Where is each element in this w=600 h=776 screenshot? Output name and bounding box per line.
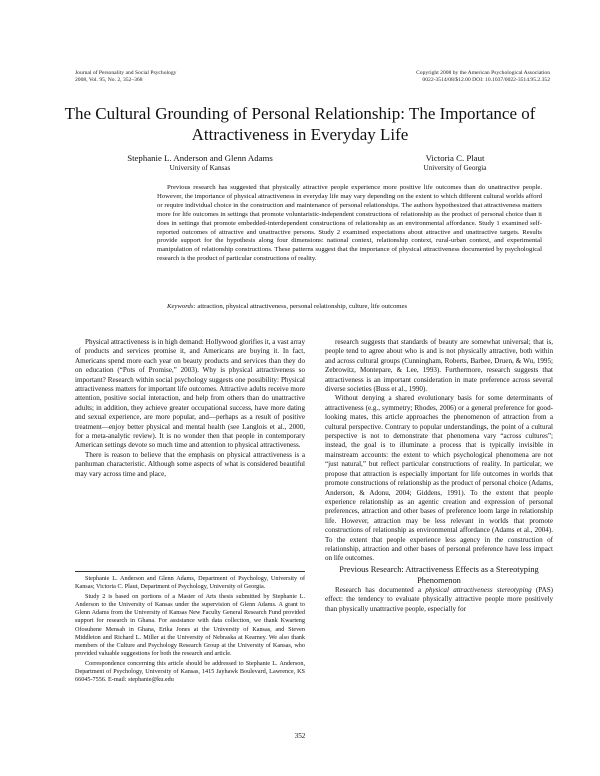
author-affiliation-right: University of Georgia: [423, 164, 487, 172]
author-block-right: [385, 153, 525, 173]
author-block-left: [100, 153, 300, 173]
body-paragraph: [325, 586, 553, 614]
author-names-right: Victoria C. Plaut: [425, 153, 485, 163]
italic-term: physical attractiveness stereotyping: [425, 585, 532, 594]
doi-line: 0022-3514/08/$12.00 DOI: 10.1037/0022-3514.95.2.352: [422, 77, 550, 83]
body-paragraph: There is reason to believe that the emphasis on physical attractiveness is a panhuman characteristic. Although some aspects of what is considered beautiful may vary across time and place,: [75, 450, 305, 478]
abstract: Previous research has suggested that physically attractive people experience more positive life outcomes than do unattractive people. However, the importance of physical attractiveness in everyday life may vary depending on the extent to which different cultural worlds afford or require individual choice in the construction and maintenance of personal relationships. The authors hypothesized that attractiveness matters more for life outcomes in settings that promote voluntaristic-independent constructions of relationship as the product of personal choice than it does in settings that promote embedded-interdependent constructions of relationship as an environmental affordance. Study 1 examined self-reported outcomes of attractive and unattractive persons. Study 2 examined expectations about attractive and unattractive targets. Results provide support for the hypothesis along four dimensions: national context, relationship context, rural-urban context, and experimental manipulation of relationship constructions. These patterns suggest that the importance of physical attractiveness documented by psychological research is the product of particular constructions of reality.: [157, 184, 542, 263]
keywords: [157, 303, 542, 312]
author-note: Study 2 is based on portions of a Master of Arts thesis submitted by Stephanie L. Anderson to the University of Kansas under the supervision of Glenn Adams. A grant to Glenn Adams from the University of Kansas New Faculty General Research Fund provided support for research in Ghana. For assistance with data collection, we thank Kwarteng Ofosuhene Mensah in Ghana, Erika Jones at the University of Kansas, and Steven Middleton and Richard L. Miller at the University of Nebraska at Kearney. We also thank members of the Culture and Psychology Research Group at the University of Kansas, who provided valuable suggestions for both the research and article.: [75, 593, 305, 657]
body-paragraph: research suggests that standards of beauty are somewhat universal; that is, people tend to agree about who is and is not physically attractive, both within and across cultural groups (Cunningham, Roberts, Barbee, Druen, & Wu, 1995; Zebrowitz, Montepare, & Lee, 1993). Furthermore, research suggests that attractiveness is an important consideration in mate preference across several diverse societies (Buss et al., 1990).: [325, 338, 553, 394]
copyright-line: Copyright 2008 by the American Psychological Association: [416, 70, 550, 76]
body-paragraph: Physical attractiveness is in high demand: Hollywood glorifies it, a vast array of products and services promise it, and Americans are buying it. In fact, Americans spend more each year on beauty products and services than they do on education (“Pots of Promise,” 2003). Why is physical attractiveness so important? Research within social psychology suggests one possibility: Physical attractiveness matters for important life outcomes. Attractive adults receive more attention, positive social interaction, and help from others than do unattractive adults; in addition, they achieve greater occupational success, have more dating and sexual experience, are more popular, and—perhaps as a result of positive treatment—enjoy better physical and mental health (see Langlois et al., 2000, for a meta-analytic review). It is no wonder then that people in contemporary American settings devote so much time and attention to physical attractiveness.: [75, 338, 305, 450]
copyright-header: [270, 70, 550, 84]
author-names-left: Stephanie L. Anderson and Glenn Adams: [127, 153, 273, 163]
paragraph-start: Research has documented a: [335, 585, 426, 594]
body-paragraph: Without denying a shared evolutionary basis for some determinants of attractiveness (e.g., symmetry; Rhodes, 2006) or a general preference for good-looking mates, this article approaches the phenomenon of attraction from a cultural perspective. Contrary to popular understandings, the point of a cultural perspective is not to demonstrate that phenomena vary “across cultures”; instead, the goal is to illuminate a process that is typically invisible in mainstream accounts: the extent to which psychological phenomena are not “just natural,” but reflect particular constructions of reality. In particular, we propose that attraction is especially important for life outcomes in worlds that promote constructions of relationship as the product of personal choice (Adams, Anderson, & Adonu, 2004; Giddens, 1991). To the extent that people experience relationship as an agentic creation and expression of personal preferences, attraction and other bases of preference loom large in relationship life. However, attraction may be less relevant in worlds that promote constructions of relationship as environmental affordance (Adams et al., 2004). To the extent that people experience less agency in the construction of relationship, attraction and other bases of personal preference have less impact on life outcomes.: [325, 394, 553, 563]
author-note: Stephanie L. Anderson and Glenn Adams, Department of Psychology, University of Kansas; Victoria C. Plaut, Department of Psychology, University of Georgia.: [75, 575, 305, 591]
journal-volume: 2008, Vol. 95, No. 2, 352–368: [75, 77, 143, 83]
journal-name: Journal of Personality and Social Psychology: [75, 70, 177, 76]
keywords-text: attraction, physical attractiveness, personal relationship, culture, life outcomes: [197, 303, 408, 310]
section-heading: Previous Research: Attractiveness Effects as a Stereotyping Phenomenon: [339, 564, 539, 585]
left-column: [75, 338, 305, 479]
author-affiliation-left: University of Kansas: [169, 164, 231, 172]
keywords-label: Keywords:: [167, 303, 196, 310]
author-note: Correspondence concerning this article should be addressed to Stephanie L. Anderson, Department of Psychology, University of Kansas, 1415 Jayhawk Boulevard, Lawrence, KS 66045-7556. E-mail: stephanie@ku.edu: [75, 659, 305, 684]
right-column: [325, 338, 553, 614]
author-notes: [75, 575, 305, 686]
article-title: The Cultural Grounding of Personal Relationship: The Importance of Attractiveness in Everyday Life: [64, 104, 536, 144]
paragraph-rest: (PAS) effect: the tendency to evaluate physically attractive people more positively than physically unattractive people, especially for: [325, 585, 553, 613]
page-number: 352: [294, 732, 306, 740]
footnote-divider: [75, 571, 305, 572]
